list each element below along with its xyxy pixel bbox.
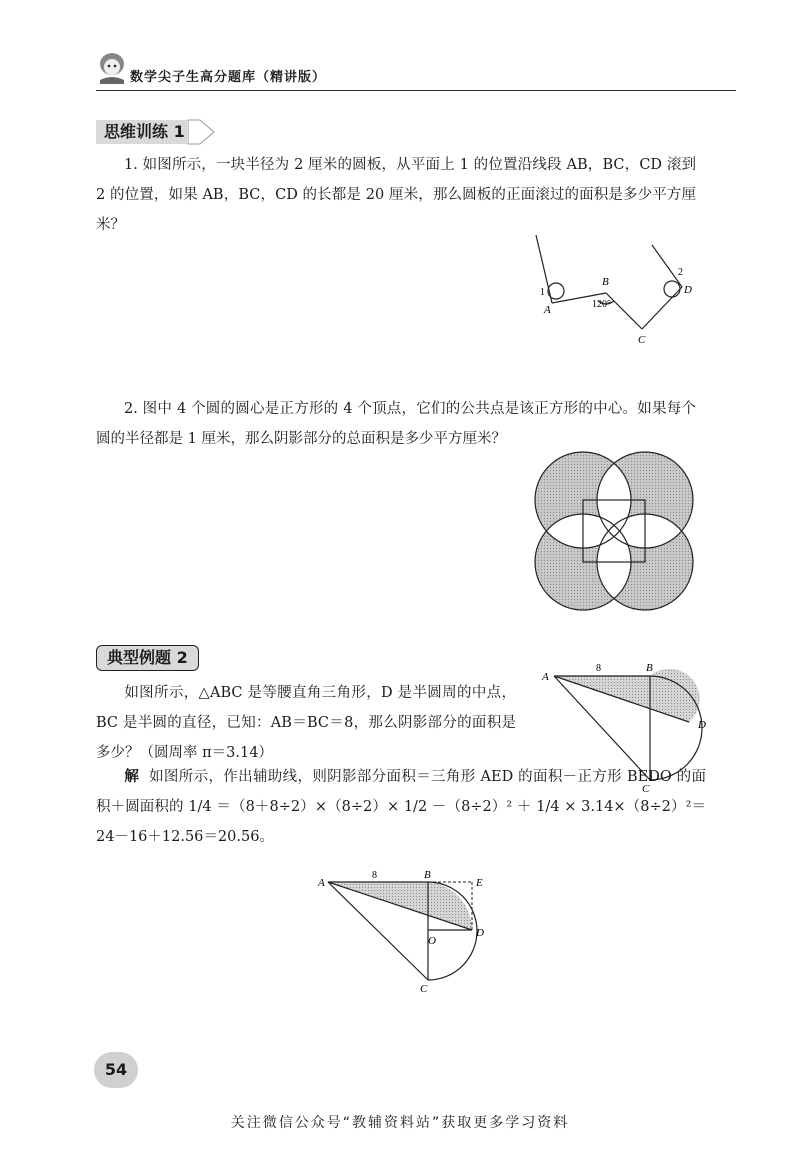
tag-arrow-icon xyxy=(188,118,218,146)
label-d: D xyxy=(698,719,706,731)
mascot-logo-icon xyxy=(96,50,128,86)
problem-1-text: 1. 如图所示，一块半径为 2 厘米的圆板，从平面上 1 的位置沿线段 AB，BC，CD 滚到 2 的位置，如果 AB，BC，CD 的长都是 20 厘米，那么圆板的正面滚过的面积是多少平方厘米？ xyxy=(96,157,696,233)
segment-end-line xyxy=(652,245,682,287)
figure-rolling-disk xyxy=(520,225,720,355)
label-d: D xyxy=(684,284,692,296)
label-c: C xyxy=(638,334,646,346)
segment-bc xyxy=(606,293,642,329)
label-angle: 120° xyxy=(592,299,611,310)
section-title: 思维训练 1 xyxy=(96,120,193,144)
shaded-circles xyxy=(535,452,693,610)
label-d: D xyxy=(476,927,484,939)
page-number: 54 xyxy=(94,1052,138,1088)
label-c: C xyxy=(420,983,428,995)
figure-solution-auxiliary xyxy=(316,868,496,998)
label-a: A xyxy=(542,671,549,683)
label-b: B xyxy=(424,869,431,881)
footer-note: 关注微信公众号“教辅资料站”获取更多学习资料 xyxy=(230,1115,570,1131)
label-c: C xyxy=(642,783,650,795)
figure-four-circles xyxy=(528,445,700,617)
page-header xyxy=(96,50,736,100)
solution-text: 解 如图所示，作出辅助线，则阴影部分面积＝三角形 AED 的面积－正方形 BEDO 的面积＋圆面积的 1/4 ＝（8＋8÷2）×（8÷2）× 1/2 －（8÷2）² ＋ 1/4 × 3.14×（8÷2）²＝24－16＋12.56＝20.56。 xyxy=(96,769,707,845)
label-b: B xyxy=(602,276,609,288)
shaded-region xyxy=(554,669,700,722)
label-a: A xyxy=(544,304,551,316)
label-b: B xyxy=(646,662,653,674)
label-pos-1: 1 xyxy=(540,287,545,298)
label-o: O xyxy=(428,935,436,947)
segment-cd xyxy=(642,287,682,329)
section-tag-example xyxy=(96,645,216,669)
label-length: 8 xyxy=(596,663,601,674)
header-rule xyxy=(96,90,736,91)
label-a: A xyxy=(318,877,325,889)
example-text: 如图所示，△ABC 是等腰直角三角形，D 是半圆周的中点，BC 是半圆的直径，已知：AB＝BC＝8，那么阴影部分的面积是多少？（圆周率 π＝3.14） xyxy=(96,685,516,761)
disk-position-2 xyxy=(664,281,680,297)
section-title: 典型例题 2 xyxy=(96,645,199,671)
book-title: 数学尖子生高分题库（精讲版） xyxy=(130,70,327,85)
label-length: 8 xyxy=(372,870,377,881)
label-e: E xyxy=(476,877,483,889)
problem-2-text: 2. 图中 4 个圆的圆心是正方形的 4 个顶点，它们的公共点是该正方形的中心。如果每个圆的半径都是 1 厘米，那么阴影部分的总面积是多少平方厘米？ xyxy=(96,401,696,447)
label-pos-2: 2 xyxy=(678,267,683,278)
disk-position-1 xyxy=(548,283,564,299)
